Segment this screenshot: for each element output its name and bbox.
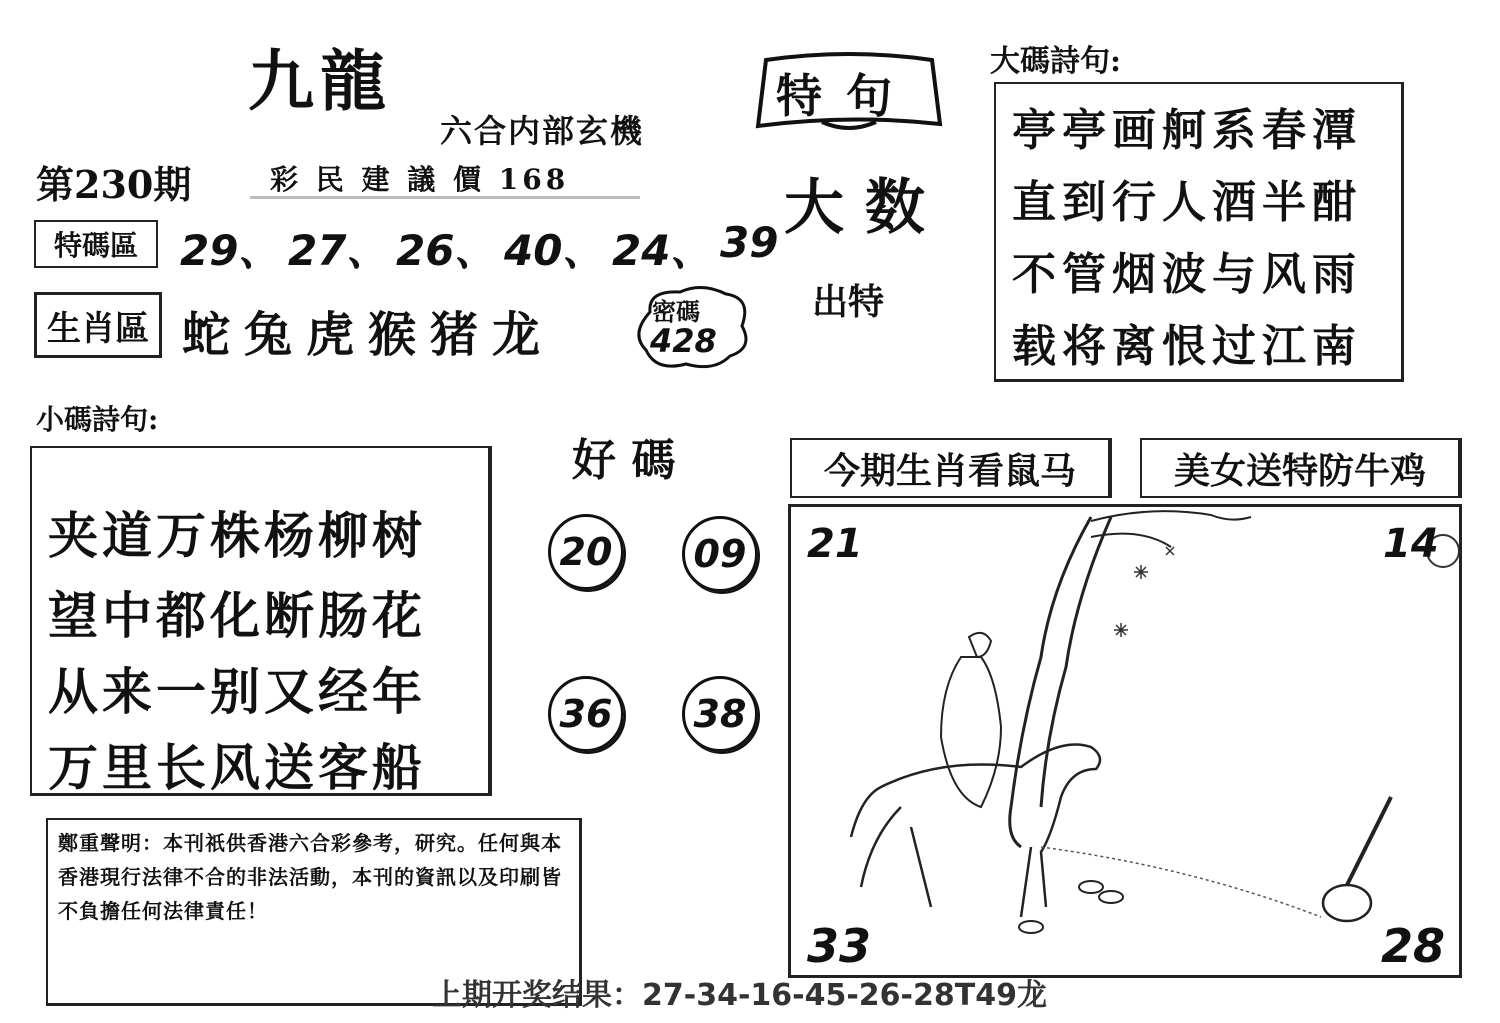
te-ma-number: 26、: [396, 226, 497, 275]
good-number-circle: 36: [548, 676, 624, 752]
good-number-circle: 20: [548, 514, 624, 590]
big-poem-line: 直到行人酒半酣: [1012, 177, 1362, 228]
te-ma-number: 40、: [504, 226, 605, 275]
sheng-xiao-label: 生肖區: [47, 308, 149, 349]
big-poem-line: 载将离恨过江南: [1012, 321, 1362, 372]
special-banner: [752, 52, 946, 136]
sheng-xiao-label-box: [34, 292, 162, 358]
small-poem-line: 望中都化断肠花: [48, 586, 426, 645]
secret-code-bubble: [630, 282, 754, 374]
good-number-circle: 09: [682, 516, 758, 592]
secret-code-label: 密碼: [652, 297, 700, 326]
hint-zodiac-left-text: 今期生肖看鼠马: [823, 449, 1076, 492]
special-banner-text: 特 句: [776, 69, 897, 123]
corner-number-top-left: 21: [807, 521, 863, 567]
last-result: 上期开奖结果：27-34-16-45-26-28T49龙: [432, 978, 1047, 1013]
hint-zodiac-right-text: 美女送特防牛鸡: [1173, 449, 1426, 492]
price-label: 彩 民 建 議 價 168: [270, 163, 570, 196]
page-subtitle: 六合内部玄機: [440, 112, 645, 150]
big-poem-heading: 大碼詩句:: [990, 44, 1122, 79]
big-poem-line: 亭亭画舸系春潭: [1012, 105, 1362, 156]
price-underline: [250, 196, 640, 199]
small-poem-line: 夹道万株杨柳树: [48, 506, 426, 565]
te-ma-number: 39: [720, 218, 779, 267]
hint-zodiac-left: [790, 438, 1112, 498]
secret-code-value: 428: [650, 322, 717, 360]
corner-number-top-right: 14: [1383, 521, 1439, 567]
small-poem-box: [30, 446, 492, 796]
illustration-box: [788, 504, 1462, 978]
te-ma-number: 29、: [180, 226, 281, 275]
corner-number-bottom-right: 28: [1381, 919, 1446, 973]
good-number-circle: 38: [682, 676, 758, 752]
te-ma-numbers: [180, 218, 780, 278]
disclaimer-text: 鄭重聲明：本刊祇供香港六合彩參考，研究。任何與本香港現行法律不合的非法活動，本刊的資訊以及印刷皆不負擔任何法律責任！: [58, 831, 562, 923]
hint-zodiac-right: [1140, 438, 1462, 498]
te-ma-number: 24、: [612, 226, 713, 275]
small-poem-heading: 小碼詩句:: [36, 403, 159, 436]
small-poem-line: 万里长风送客船: [48, 738, 426, 797]
big-poem-box: [994, 82, 1404, 382]
te-ma-number: 27、: [288, 226, 389, 275]
rider-illustration: [791, 507, 1459, 975]
sheng-xiao-animals: 蛇兔虎猴猪龙: [182, 307, 555, 363]
te-ma-label: 特碼區: [53, 229, 138, 262]
small-poem-line: 从来一别又经年: [48, 662, 426, 721]
page-title: 九龍: [248, 42, 392, 120]
te-ma-label-box: [34, 220, 158, 268]
big-poem-line: 不管烟波与风雨: [1012, 249, 1362, 300]
issue-number: 第230期: [36, 162, 192, 207]
big-number-label: 大 数: [784, 173, 925, 243]
chu-te-label: 出特: [812, 281, 885, 323]
corner-number-bottom-left: 33: [807, 919, 872, 973]
good-numbers-heading: 好 碼: [572, 435, 676, 486]
